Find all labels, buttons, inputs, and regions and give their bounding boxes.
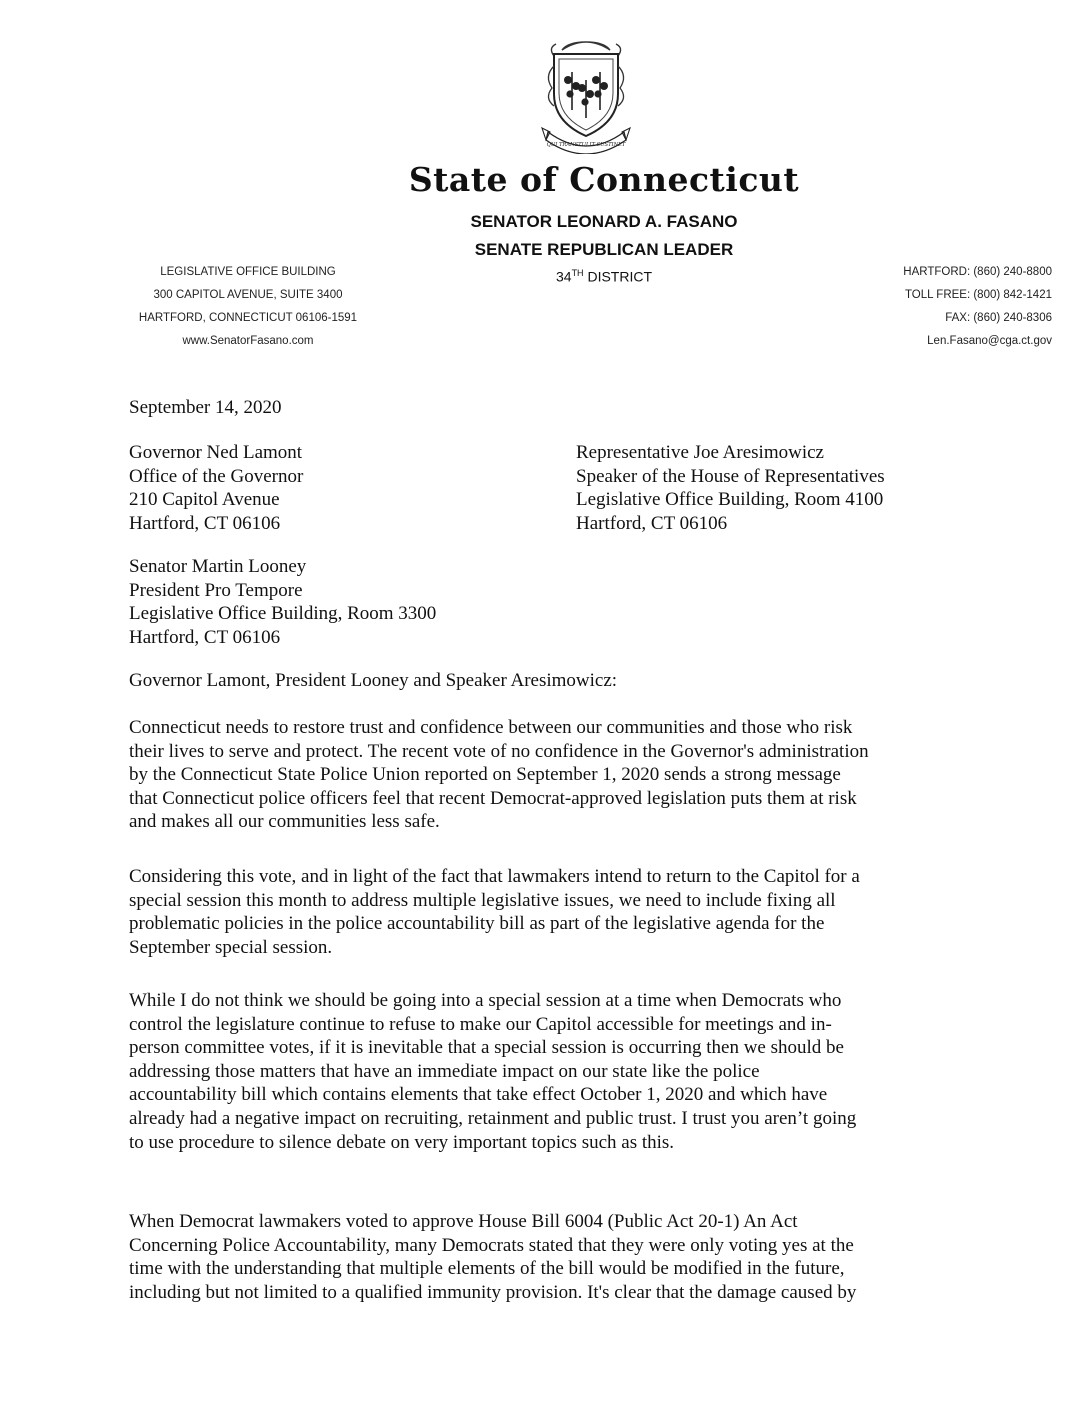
paragraph-line: While I do not think we should be going into a special session at a time when Democrats who (129, 990, 842, 1011)
office-address-line: LEGISLATIVE OFFICE BUILDING (160, 266, 336, 278)
website-link[interactable]: www.SenatorFasano.com (182, 335, 314, 347)
contact-phone-tollfree: TOLL FREE: (800) 842-1421 (904, 289, 1052, 301)
recipient-line: 210 Capitol Avenue (129, 489, 280, 511)
body-paragraph-2 (129, 865, 969, 959)
recipient-line: Hartford, CT 06106 (129, 626, 281, 648)
senator-role: SENATE REPUBLICAN LEADER (474, 240, 734, 259)
contact-email-link[interactable]: Len.Fasano@cga.ct.gov (927, 335, 1052, 347)
seal-motto-text: QUI TRANSTULIT SUSTINET (546, 142, 626, 148)
paragraph-line: time with the understanding that multiple elements of the bill would be modified in the future, (129, 1258, 845, 1280)
recipient-line: Legislative Office Building, Room 3300 (129, 603, 437, 625)
district-number: 34 (555, 268, 572, 285)
body-paragraph-3 (129, 989, 969, 1154)
paragraph-line: accountability bill which contains elements that take effect October 1, 2020 and which have (129, 1084, 828, 1106)
paragraph-line: September special session. (129, 936, 333, 958)
recipient-line: Legislative Office Building, Room 4100 (576, 489, 884, 511)
paragraph-line: including but not limited to a qualified immunity provision. It's clear that the damage caused by (129, 1281, 857, 1303)
office-address-line: HARTFORD, CONNECTICUT 06106-1591 (138, 312, 358, 324)
salutation: Governor Lamont, President Looney and Speaker Aresimowicz: (129, 670, 618, 691)
contact-phone-hartford: HARTFORD: (860) 240-8800 (903, 266, 1052, 278)
recipient-line: Office of the Governor (129, 465, 304, 487)
body-paragraph-4 (129, 1210, 969, 1304)
recipient-line: Senator Martin Looney (129, 556, 307, 577)
paragraph-line: to use procedure to silence debate on very important topics such as this. (129, 1131, 675, 1153)
paragraph-line: Concerning Police Accountability, many Democrats stated that they were only voting yes at the (129, 1234, 854, 1256)
district-suffix: TH (571, 268, 584, 278)
recipient-line: Hartford, CT 06106 (129, 512, 281, 534)
district-word: DISTRICT (587, 268, 653, 285)
paragraph-line: When Democrat lawmakers voted to approve House Bill 6004 (Public Act 20-1) An Act (129, 1211, 798, 1232)
letter-date: September 14, 2020 (129, 397, 282, 418)
paragraph-line: already had a negative impact on recruiting, retainment and public trust. I trust you aren’t going (129, 1107, 857, 1129)
paragraph-line: by the Connecticut State Police Union reported on September 1, 2020 sends a strong message (129, 764, 841, 786)
recipient-governor (129, 441, 303, 535)
state-seal-icon (540, 36, 632, 154)
contact-fax: FAX: (860) 240-8306 (945, 312, 1052, 324)
paragraph-line: special session this month to address multiple legislative issues, we need to include fixing all (129, 889, 836, 911)
recipient-speaker (576, 441, 885, 535)
recipient-senator (129, 555, 436, 649)
paragraph-line: Considering this vote, and in light of the fact that lawmakers intend to return to the Capitol for a (129, 866, 860, 887)
paragraph-line: their lives to serve and protect. The recent vote of no confidence in the Governor's administration (129, 740, 869, 762)
recipient-line: Representative Joe Aresimowicz (576, 442, 824, 463)
office-address (130, 261, 366, 353)
paragraph-line: that Connecticut police officers feel that recent Democrat-approved legislation puts them at risk (129, 787, 857, 809)
paragraph-line: problematic policies in the police accountability bill as part of the legislative agenda for the (129, 913, 825, 935)
recipient-line: Governor Ned Lamont (129, 442, 303, 463)
recipient-line: President Pro Tempore (129, 579, 303, 601)
recipient-line: Speaker of the House of Representatives (576, 465, 885, 487)
paragraph-line: addressing those matters that have an immediate impact on our state like the police (129, 1060, 760, 1082)
recipient-line: Hartford, CT 06106 (576, 512, 728, 534)
paragraph-line: control the legislature continue to refuse to make our Capitol accessible for meetings and in- (129, 1013, 832, 1035)
senator-name: SENATOR LEONARD A. FASANO (470, 212, 738, 231)
office-address-line: 300 CAPITOL AVENUE, SUITE 3400 (153, 289, 343, 301)
contact-info (792, 261, 1052, 353)
paragraph-line: Connecticut needs to restore trust and confidence between our communities and those who risk (129, 717, 853, 738)
body-paragraph-1 (129, 716, 969, 834)
state-title: State of Connecticut (408, 160, 800, 199)
paragraph-line: and makes all our communities less safe. (129, 811, 440, 833)
paragraph-line: person committee votes, if it is inevitable that a special session is occurring then we should be (129, 1037, 844, 1059)
